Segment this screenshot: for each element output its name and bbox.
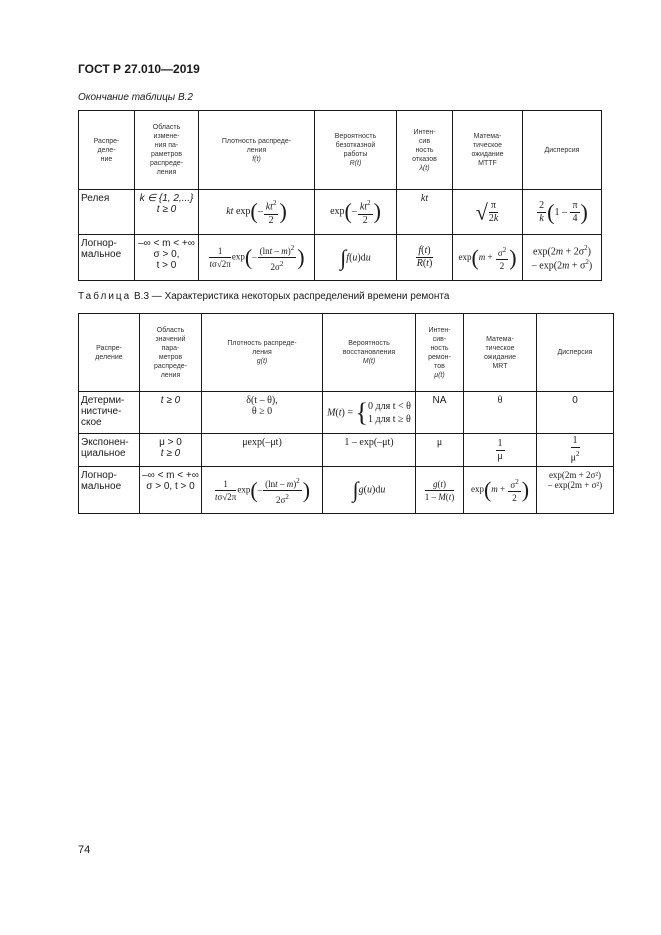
t1-lognormal-expectation: exp(m + $\frac{\sigma^2}{2}$ ) — [453, 235, 523, 281]
t1-header-variance: Дисперсия — [523, 111, 602, 190]
t1-rayleigh-domain: k ∈ {1, 2,...} t ≥ 0 — [135, 190, 199, 235]
t1-header-reliability: Вероятность безотказной работы R(t) — [315, 111, 397, 190]
t1-lognormal-variance: $\exp(2m + 2\sigma^2)$ – $\exp(2m + \sigma^2)$ — [523, 235, 602, 281]
t2-lognormal-intensity: $\frac{g(t)}{1 - M(t)}$ — [416, 467, 464, 514]
t1-rayleigh-density: kt exp(– $\frac{kt^2}{2}$ ) — [199, 190, 315, 235]
t2-header-variance: Дисперсия — [537, 314, 614, 392]
t2-exponential-domain: μ > 0 t ≥ 0 — [140, 434, 202, 467]
t2-exponential-name: Экспонен- циальное — [79, 434, 140, 467]
table1-header-row — [79, 111, 602, 190]
t2-deterministic-density: δ(t – θ), θ ≥ 0 — [202, 392, 323, 434]
t1-header-domain: Область измене- ния па- раметров распреде- ления — [135, 111, 199, 190]
t1-header-distribution: Распре- деле- ние — [79, 111, 135, 190]
t2-lognormal-density: $\frac{1}{t\sigma√2\pi}$ exp(– $\frac{(\ln t - m)^2}{2\sigma^2}$ ) — [202, 467, 323, 514]
page-number: 74 — [78, 844, 91, 856]
t2-exponential-variance: $\frac{1}{\mu^2}$ — [537, 434, 614, 467]
t2-deterministic-recovery: M(t) = {0 для t < θ 1 для t ≥ θ — [323, 392, 416, 434]
t2-deterministic-domain: t ≥ 0 — [140, 392, 202, 434]
t1-header-intensity: Интен- сив ность отказов λ(t) — [397, 111, 453, 190]
table1-caption: Окончание таблицы В.2 — [78, 92, 193, 103]
t2-lognormal-recovery: ∫g(u)du — [323, 467, 416, 514]
t2-header-distribution: Распре- деление — [79, 314, 140, 392]
t2-deterministic-intensity: NA — [416, 392, 464, 434]
t1-rayleigh-intensity: kt — [397, 190, 453, 235]
t1-lognormal-reliability: ∫f(u)du — [315, 235, 397, 281]
t2-exponential-intensity: μ — [416, 434, 464, 467]
t2-row-deterministic — [79, 392, 614, 434]
table2-caption: Таблица В.3 — Характеристика некоторых распределений времени ремонта — [78, 291, 450, 302]
t2-header-domain: Область значений пара- метров распреде- ления — [140, 314, 202, 392]
t2-header-density: Плотность распреде- ления g(t) — [202, 314, 323, 392]
t1-header-expectation: Матема- тическое ожидание MTTF — [453, 111, 523, 190]
t1-rayleigh-variance: $\frac{2}{k}$ (1 – $\frac{\pi}{4}$ ) — [523, 190, 602, 235]
t1-rayleigh-name: Релея — [79, 190, 135, 235]
t2-deterministic-expectation: θ — [464, 392, 537, 434]
t2-deterministic-variance: 0 — [537, 392, 614, 434]
table1 — [78, 110, 602, 281]
t2-row-exponential — [79, 434, 614, 467]
t1-row-rayleigh — [79, 190, 602, 235]
t1-lognormal-density: $\frac{1}{t\sigma√2\pi}$ exp(– $\frac{(\ln t - m)^2}{2\sigma^2}$ ) — [199, 235, 315, 281]
t2-lognormal-expectation: exp(m + $\frac{\sigma^2}{2}$ ) — [464, 467, 537, 514]
table2 — [78, 313, 614, 514]
t1-rayleigh-expectation: √ $\frac{\pi}{2k}$ — [453, 190, 523, 235]
t1-lognormal-intensity: $\frac{f(t)}{R(t)}$ — [397, 235, 453, 281]
t2-lognormal-variance: exp(2m + 2σ²) – exp(2m + σ²) — [537, 467, 614, 514]
t2-header-expectation: Матема- тическое ожидание MRT — [464, 314, 537, 392]
t1-rayleigh-reliability: exp(– $\frac{kt^2}{2}$ ) — [315, 190, 397, 235]
t2-lognormal-domain: –∞ < m < +∞ σ > 0, t > 0 — [140, 467, 202, 514]
t2-exponential-recovery: 1 – exp(–μt) — [323, 434, 416, 467]
t1-lognormal-domain: –∞ < m < +∞ σ > 0, t > 0 — [135, 235, 199, 281]
t2-deterministic-name: Детерми- нистиче- ское — [79, 392, 140, 434]
t2-exponential-expectation: $\frac{1}{\mu}$ — [464, 434, 537, 467]
t1-lognormal-name: Логнор- мальное — [79, 235, 135, 281]
t2-header-intensity: Интен- сив- ность ремон- тов μ(t) — [416, 314, 464, 392]
document-header: ГОСТ Р 27.010—2019 — [78, 62, 200, 76]
t1-row-lognormal — [79, 235, 602, 281]
t2-row-lognormal — [79, 467, 614, 514]
t2-exponential-density: μexp(–μt) — [202, 434, 323, 467]
t1-header-density: Плотность распреде- ления f(t) — [199, 111, 315, 190]
t2-header-recovery: Вероятность восстановления M(t) — [323, 314, 416, 392]
t2-lognormal-name: Логнор- мальное — [79, 467, 140, 514]
table2-header-row — [79, 314, 614, 392]
